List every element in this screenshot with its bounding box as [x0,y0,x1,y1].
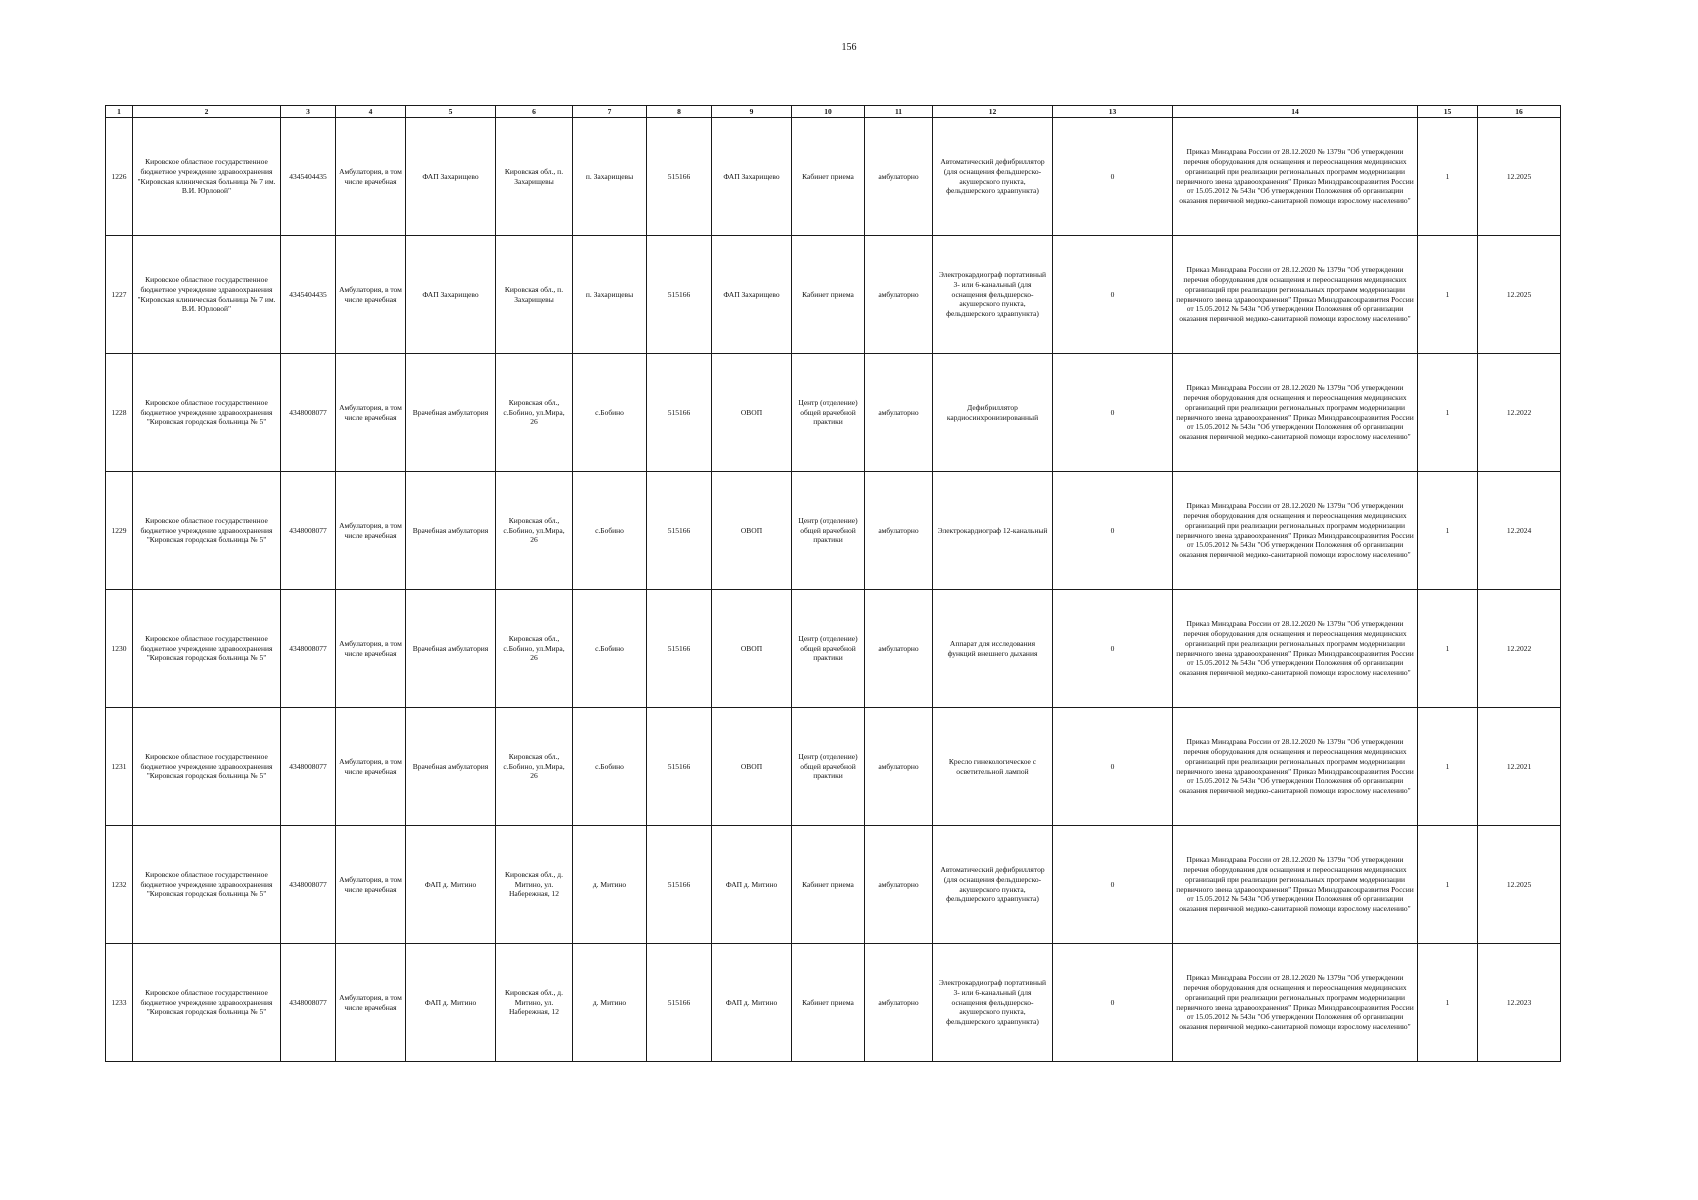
row-number-cell: 1229 [106,472,133,590]
unit-cell: Врачебная амбулатория [406,354,496,472]
subunit-cell: ОВОП [712,472,792,590]
unit-cell: ФАП Захарищево [406,118,496,236]
legal-basis-cell: Приказ Минздрава России от 28.12.2020 № 1379н "Об утверждении перечня оборудования для оснащения и переоснащения медицинских организаций при реализации региональных программ модернизации первичного звена здравоохранения" Приказ Минздравсоцразвития России от 15.05.2012 № 543н "Об утверждении Положения об организации оказания первичной медико-санитарной помощи взрослому населению" [1173,118,1418,236]
room-cell: Кабинет приема [792,944,865,1062]
inn-cell: 4345404435 [281,236,336,354]
legal-basis-cell: Приказ Минздрава России от 28.12.2020 № 1379н "Об утверждении перечня оборудования для оснащения и переоснащения медицинских организаций при реализации региональных программ модернизации первичного звена здравоохранения" Приказ Минздравсоцразвития России от 15.05.2012 № 543н "Об утверждении Положения об организации оказания первичной медико-санитарной помощи взрослому населению" [1173,944,1418,1062]
locality-cell: с.Бобино [573,708,647,826]
column-header: 16 [1478,106,1561,118]
row-number-cell: 1226 [106,118,133,236]
column-13-cell: 0 [1053,236,1173,354]
subunit-cell: ФАП Захарищево [712,236,792,354]
equipment-cell: Кресло гинекологическое с осветительной лампой [933,708,1053,826]
inn-cell: 4348008077 [281,590,336,708]
equipment-cell: Дефибриллятор кардиосинхронизированный [933,354,1053,472]
unit-cell: Врачебная амбулатория [406,590,496,708]
subunit-cell: ФАП д. Митино [712,826,792,944]
column-header: 3 [281,106,336,118]
code-cell: 515166 [647,708,712,826]
equipment-cell: Электрокардиограф портативный 3- или 6-канальный (для оснащения фельдшерско-акушерского пункта, фельдшерского здравпункта) [933,944,1053,1062]
column-13-cell: 0 [1053,472,1173,590]
locality-cell: с.Бобино [573,590,647,708]
column-header: 9 [712,106,792,118]
equipment-cell: Электрокардиограф 12-канальный [933,472,1053,590]
care-mode-cell: амбулаторно [865,826,933,944]
column-13-cell: 0 [1053,354,1173,472]
room-cell: Центр (отделение) общей врачебной практики [792,472,865,590]
locality-cell: с.Бобино [573,472,647,590]
column-header: 1 [106,106,133,118]
column-header: 8 [647,106,712,118]
table-row [106,944,1561,1062]
date-cell: 12.2021 [1478,708,1561,826]
facility-type-cell: Амбулатория, в том числе врачебная [336,708,406,826]
code-cell: 515166 [647,472,712,590]
quantity-cell: 1 [1418,590,1478,708]
quantity-cell: 1 [1418,944,1478,1062]
quantity-cell: 1 [1418,118,1478,236]
inn-cell: 4348008077 [281,472,336,590]
legal-basis-cell: Приказ Минздрава России от 28.12.2020 № 1379н "Об утверждении перечня оборудования для оснащения и переоснащения медицинских организаций при реализации региональных программ модернизации первичного звена здравоохранения" Приказ Минздравсоцразвития России от 15.05.2012 № 543н "Об утверждении Положения об организации оказания первичной медико-санитарной помощи взрослому населению" [1173,472,1418,590]
address-cell: Кировская обл., с.Бобино, ул.Мира, 26 [496,708,573,826]
code-cell: 515166 [647,354,712,472]
code-cell: 515166 [647,944,712,1062]
date-cell: 12.2025 [1478,118,1561,236]
organization-cell: Кировское областное государственное бюджетное учреждение здравоохранения "Кировская городская больница № 5" [133,826,281,944]
row-number-cell: 1232 [106,826,133,944]
locality-cell: д. Митино [573,826,647,944]
column-13-cell: 0 [1053,944,1173,1062]
column-header: 12 [933,106,1053,118]
facility-type-cell: Амбулатория, в том числе врачебная [336,354,406,472]
row-number-cell: 1227 [106,236,133,354]
inn-cell: 4345404435 [281,118,336,236]
legal-basis-cell: Приказ Минздрава России от 28.12.2020 № 1379н "Об утверждении перечня оборудования для оснащения и переоснащения медицинских организаций при реализации региональных программ модернизации первичного звена здравоохранения" Приказ Минздравсоцразвития России от 15.05.2012 № 543н "Об утверждении Положения об организации оказания первичной медико-санитарной помощи взрослому населению" [1173,708,1418,826]
quantity-cell: 1 [1418,472,1478,590]
legal-basis-cell: Приказ Минздрава России от 28.12.2020 № 1379н "Об утверждении перечня оборудования для оснащения и переоснащения медицинских организаций при реализации региональных программ модернизации первичного звена здравоохранения" Приказ Минздравсоцразвития России от 15.05.2012 № 543н "Об утверждении Положения об организации оказания первичной медико-санитарной помощи взрослому населению" [1173,826,1418,944]
code-cell: 515166 [647,236,712,354]
column-number-row [106,106,1561,118]
equipment-cell: Аппарат для исследования функций внешнего дыхания [933,590,1053,708]
address-cell: Кировская обл., д. Митино, ул. Набережная, 12 [496,944,573,1062]
row-number-cell: 1228 [106,354,133,472]
room-cell: Кабинет приема [792,236,865,354]
column-13-cell: 0 [1053,826,1173,944]
quantity-cell: 1 [1418,708,1478,826]
room-cell: Кабинет приема [792,118,865,236]
address-cell: Кировская обл., п. Захарищевы [496,236,573,354]
column-header: 15 [1418,106,1478,118]
column-header: 6 [496,106,573,118]
quantity-cell: 1 [1418,354,1478,472]
care-mode-cell: амбулаторно [865,472,933,590]
unit-cell: Врачебная амбулатория [406,472,496,590]
date-cell: 12.2024 [1478,472,1561,590]
column-header: 13 [1053,106,1173,118]
equipment-register-table [105,105,1561,1062]
address-cell: Кировская обл., п. Захарищевы [496,118,573,236]
code-cell: 515166 [647,590,712,708]
column-header: 5 [406,106,496,118]
care-mode-cell: амбулаторно [865,590,933,708]
facility-type-cell: Амбулатория, в том числе врачебная [336,826,406,944]
address-cell: Кировская обл., с.Бобино, ул.Мира, 26 [496,354,573,472]
room-cell: Центр (отделение) общей врачебной практики [792,590,865,708]
equipment-cell: Автоматический дефибриллятор (для оснащения фельдшерско-акушерского пункта, фельдшерского здравпункта) [933,118,1053,236]
address-cell: Кировская обл., д. Митино, ул. Набережная, 12 [496,826,573,944]
subunit-cell: ФАП Захарищево [712,118,792,236]
column-header: 14 [1173,106,1418,118]
column-header: 7 [573,106,647,118]
organization-cell: Кировское областное государственное бюджетное учреждение здравоохранения "Кировская клиническая больница № 7 им. В.И. Юрловой" [133,118,281,236]
table-row [106,354,1561,472]
care-mode-cell: амбулаторно [865,354,933,472]
organization-cell: Кировское областное государственное бюджетное учреждение здравоохранения "Кировская городская больница № 5" [133,472,281,590]
care-mode-cell: амбулаторно [865,236,933,354]
inn-cell: 4348008077 [281,826,336,944]
date-cell: 12.2025 [1478,826,1561,944]
row-number-cell: 1231 [106,708,133,826]
inn-cell: 4348008077 [281,708,336,826]
organization-cell: Кировское областное государственное бюджетное учреждение здравоохранения "Кировская городская больница № 5" [133,590,281,708]
table-row [106,708,1561,826]
care-mode-cell: амбулаторно [865,708,933,826]
locality-cell: д. Митино [573,944,647,1062]
column-header: 10 [792,106,865,118]
locality-cell: п. Захарищевы [573,236,647,354]
date-cell: 12.2025 [1478,236,1561,354]
table-row [106,236,1561,354]
table-row [106,590,1561,708]
column-13-cell: 0 [1053,590,1173,708]
room-cell: Центр (отделение) общей врачебной практики [792,708,865,826]
equipment-cell: Автоматический дефибриллятор (для оснащения фельдшерско-акушерского пункта, фельдшерского здравпункта) [933,826,1053,944]
legal-basis-cell: Приказ Минздрава России от 28.12.2020 № 1379н "Об утверждении перечня оборудования для оснащения и переоснащения медицинских организаций при реализации региональных программ модернизации первичного звена здравоохранения" Приказ Минздравсоцразвития России от 15.05.2012 № 543н "Об утверждении Положения об организации оказания первичной медико-санитарной помощи взрослому населению" [1173,354,1418,472]
organization-cell: Кировское областное государственное бюджетное учреждение здравоохранения "Кировская городская больница № 5" [133,354,281,472]
legal-basis-cell: Приказ Минздрава России от 28.12.2020 № 1379н "Об утверждении перечня оборудования для оснащения и переоснащения медицинских организаций при реализации региональных программ модернизации первичного звена здравоохранения" Приказ Минздравсоцразвития России от 15.05.2012 № 543н "Об утверждении Положения об организации оказания первичной медико-санитарной помощи взрослому населению" [1173,590,1418,708]
organization-cell: Кировское областное государственное бюджетное учреждение здравоохранения "Кировская городская больница № 5" [133,944,281,1062]
unit-cell: ФАП д. Митино [406,826,496,944]
column-header: 2 [133,106,281,118]
unit-cell: ФАП д. Митино [406,944,496,1062]
column-header: 4 [336,106,406,118]
code-cell: 515166 [647,118,712,236]
equipment-cell: Электрокардиограф портативный 3- или 6-канальный (для оснащения фельдшерско-акушерского пункта, фельдшерского здравпункта) [933,236,1053,354]
legal-basis-cell: Приказ Минздрава России от 28.12.2020 № 1379н "Об утверждении перечня оборудования для оснащения и переоснащения медицинских организаций при реализации региональных программ модернизации первичного звена здравоохранения" Приказ Минздравсоцразвития России от 15.05.2012 № 543н "Об утверждении Положения об организации оказания первичной медико-санитарной помощи взрослому населению" [1173,236,1418,354]
unit-cell: ФАП Захарищево [406,236,496,354]
care-mode-cell: амбулаторно [865,944,933,1062]
address-cell: Кировская обл., с.Бобино, ул.Мира, 26 [496,590,573,708]
page-number: 156 [841,42,857,53]
subunit-cell: ОВОП [712,590,792,708]
date-cell: 12.2023 [1478,944,1561,1062]
facility-type-cell: Амбулатория, в том числе врачебная [336,236,406,354]
date-cell: 12.2022 [1478,354,1561,472]
room-cell: Центр (отделение) общей врачебной практики [792,354,865,472]
row-number-cell: 1233 [106,944,133,1062]
unit-cell: Врачебная амбулатория [406,708,496,826]
row-number-cell: 1230 [106,590,133,708]
inn-cell: 4348008077 [281,944,336,1062]
subunit-cell: ОВОП [712,708,792,826]
quantity-cell: 1 [1418,236,1478,354]
table-row [106,472,1561,590]
address-cell: Кировская обл., с.Бобино, ул.Мира, 26 [496,472,573,590]
room-cell: Кабинет приема [792,826,865,944]
code-cell: 515166 [647,826,712,944]
column-header: 11 [865,106,933,118]
column-13-cell: 0 [1053,708,1173,826]
facility-type-cell: Амбулатория, в том числе врачебная [336,118,406,236]
table-row [106,118,1561,236]
organization-cell: Кировское областное государственное бюджетное учреждение здравоохранения "Кировская городская больница № 5" [133,708,281,826]
table-row [106,826,1561,944]
subunit-cell: ФАП д. Митино [712,944,792,1062]
organization-cell: Кировское областное государственное бюджетное учреждение здравоохранения "Кировская клиническая больница № 7 им. В.И. Юрловой" [133,236,281,354]
facility-type-cell: Амбулатория, в том числе врачебная [336,590,406,708]
quantity-cell: 1 [1418,826,1478,944]
table-body [106,118,1561,1062]
facility-type-cell: Амбулатория, в том числе врачебная [336,944,406,1062]
care-mode-cell: амбулаторно [865,118,933,236]
column-13-cell: 0 [1053,118,1173,236]
subunit-cell: ОВОП [712,354,792,472]
locality-cell: п. Захарищевы [573,118,647,236]
date-cell: 12.2022 [1478,590,1561,708]
locality-cell: с.Бобино [573,354,647,472]
facility-type-cell: Амбулатория, в том числе врачебная [336,472,406,590]
inn-cell: 4348008077 [281,354,336,472]
